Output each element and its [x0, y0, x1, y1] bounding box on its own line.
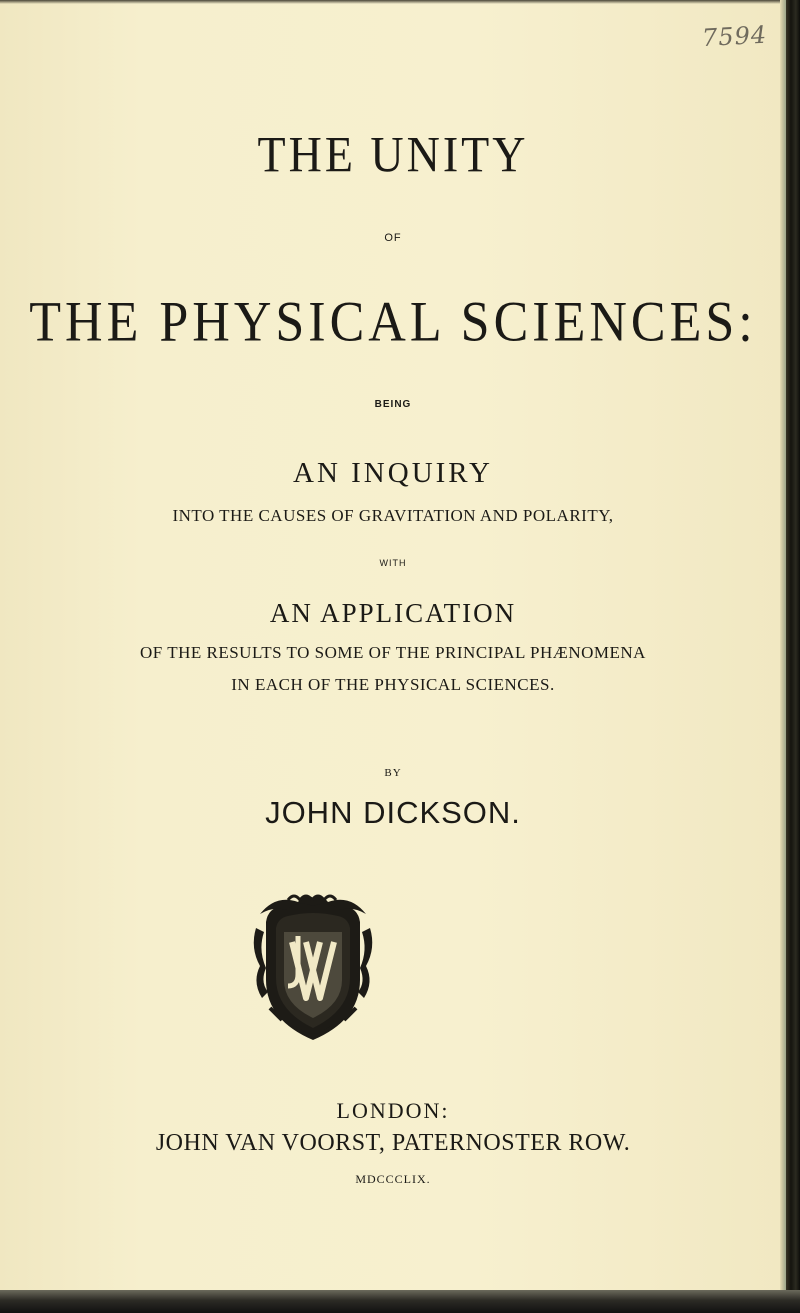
- page-top-edge: [0, 0, 786, 4]
- imprint-date: MDCCCLIX.: [355, 1172, 431, 1186]
- subtitle-line-2: OF THE RESULTS TO SOME OF THE PRINCIPAL PHÆNOMENA: [140, 643, 646, 662]
- subtitle-being: BEING: [374, 399, 412, 410]
- title-line-1: THE UNITY: [257, 126, 529, 183]
- subtitle-line: INTO THE CAUSES OF GRAVITATION AND POLARITY,: [172, 506, 614, 525]
- handwritten-shelfmark: 7594: [701, 20, 768, 53]
- title-line-2: THE PHYSICAL SCIENCES:: [29, 291, 757, 354]
- publisher-device-icon: [248, 888, 378, 1048]
- book-bottom-edge: [0, 1290, 800, 1313]
- title-connector: OF: [384, 232, 402, 244]
- subtitle-line-3: IN EACH OF THE PHYSICAL SCIENCES.: [231, 675, 555, 694]
- imprint-publisher: JOHN VAN VOORST, PATERNOSTER ROW.: [155, 1130, 631, 1156]
- subtitle-heading-2: AN APPLICATION: [269, 598, 517, 628]
- subtitle-with: WITH: [379, 558, 407, 568]
- subtitle-heading: AN INQUIRY: [293, 457, 493, 489]
- book-binding-edge: [786, 0, 800, 1313]
- imprint-place: LONDON:: [336, 1098, 450, 1123]
- author-by: BY: [384, 767, 402, 779]
- author-name: JOHN DICKSON.: [265, 795, 521, 830]
